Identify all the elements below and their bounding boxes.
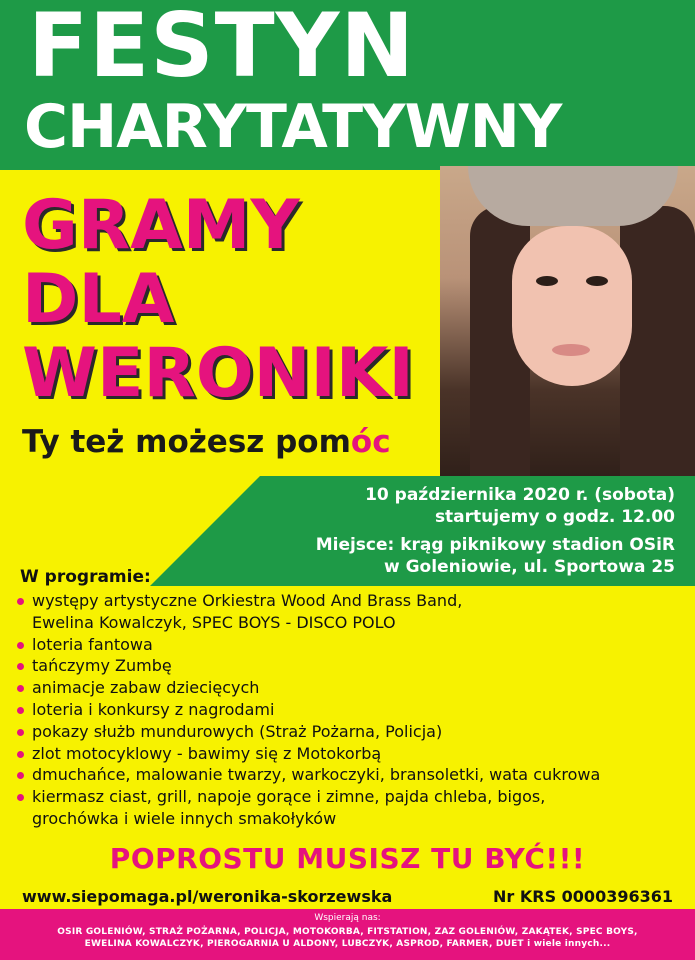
bullet-icon	[17, 772, 24, 779]
portrait-eye-left	[536, 276, 558, 286]
program-item-continuation: grochówka i wiele innych smakołyków	[32, 808, 337, 828]
sponsors-footer	[0, 909, 695, 960]
portrait-eye-right	[586, 276, 608, 286]
bullet-icon	[17, 663, 24, 670]
portrait-hair-right	[620, 206, 695, 486]
portrait-hat	[468, 166, 678, 226]
event-place: Miejsce: krąg piknikowy stadion OSiR	[315, 535, 675, 555]
slogan-text: Ty też możesz pom	[22, 424, 351, 460]
list-item	[14, 634, 600, 656]
program-title: W programie:	[20, 567, 151, 587]
program-item-text: dmuchańce, malowanie twarzy, warkoczyki, bransoletki, wata cukrowa	[32, 765, 601, 785]
sponsors-line1: OSIR GOLENIÓW, STRAŻ POŻARNA, POLICJA, MOTOKORBA, FITSTATION, ZAZ GOLENIÓW, ZAKĄTEK, SPEC BOYS,	[57, 927, 638, 937]
program-item-text: loteria i konkursy z nagrodami	[32, 699, 275, 719]
program-item-text: pokazy służb mundurowych (Straż Pożarna, Policja)	[32, 721, 443, 741]
main-title-line2: DLA	[22, 260, 175, 339]
bullet-icon	[17, 642, 24, 649]
list-item	[14, 655, 600, 677]
program-item-text: tańczymy Zumbę	[32, 656, 172, 676]
event-address: w Goleniowie, ul. Sportowa 25	[383, 557, 675, 577]
program-list	[14, 590, 600, 830]
program-item-text: animacje zabaw dziecięcych	[32, 678, 260, 698]
bullet-icon	[17, 729, 24, 736]
bullet-icon	[17, 685, 24, 692]
donation-link[interactable]: www.siepomaga.pl/weronika-skorzewska	[22, 887, 393, 906]
krs-number: Nr KRS 0000396361	[493, 887, 673, 906]
list-item	[14, 590, 600, 634]
main-title-line1: GRAMY	[22, 186, 300, 265]
main-title-line3: WERONIKI	[22, 334, 414, 413]
program-item-continuation: Ewelina Kowalczyk, SPEC BOYS - DISCO POLO	[32, 612, 396, 632]
slogan	[22, 424, 391, 460]
event-start-time: startujemy o godz. 12.00	[434, 507, 675, 527]
list-item	[14, 786, 600, 830]
call-to-action: POPROSTU MUSISZ TU BYĆ!!!	[109, 842, 586, 875]
festival-subtitle: CHARYTATYWNY	[24, 92, 562, 162]
bullet-icon	[17, 751, 24, 758]
bullet-icon	[17, 598, 24, 605]
portrait-face	[512, 226, 632, 386]
program-item-text: kiermasz ciast, grill, napoje gorące i zimne, pajda chleba, bigos,	[32, 787, 546, 807]
program-item-text: występy artystyczne Orkiestra Wood And Brass Band,	[32, 591, 463, 610]
event-date: 10 października 2020 r. (sobota)	[365, 485, 675, 505]
sponsors-line2: EWELINA KOWALCZYK, PIEROGARNIA U ALDONY, LUBCZYK, ASPROD, FARMER, DUET i wiele innych...	[84, 939, 611, 949]
list-item	[14, 677, 600, 699]
portrait-photo	[440, 166, 695, 486]
list-item	[14, 699, 600, 721]
header-band	[0, 0, 695, 170]
sponsors-label: Wspierają nas:	[314, 913, 381, 923]
list-item	[14, 764, 600, 786]
bullet-icon	[17, 707, 24, 714]
festival-title: FESTYN	[28, 0, 416, 97]
portrait-lips	[552, 344, 590, 356]
bullet-icon	[17, 794, 24, 801]
list-item	[14, 721, 600, 743]
slogan-highlight: óc	[350, 424, 391, 460]
program-item-text: loteria fantowa	[32, 634, 153, 654]
list-item	[14, 743, 600, 765]
program-item-text: zlot motocyklowy - bawimy się z Motokorbą	[32, 743, 382, 763]
